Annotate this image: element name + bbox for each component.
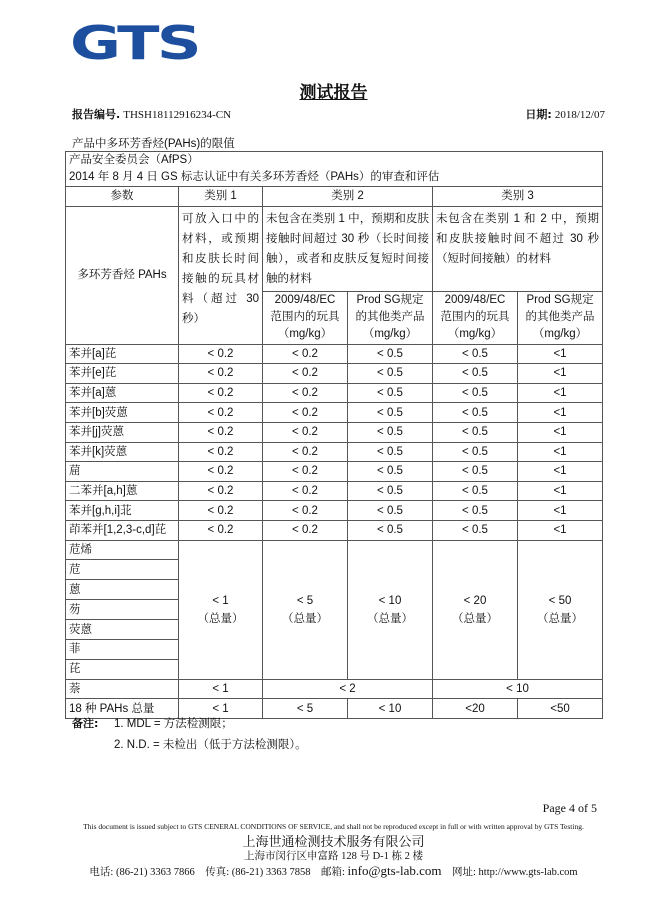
limit-value: < 1 [179, 679, 263, 699]
header-cat3: 类别 3 [433, 187, 603, 207]
footer-tel: 电话: (86-21) 3363 7866 [89, 867, 195, 878]
subheader-line: 的其他类产品 [355, 311, 425, 324]
limit-value: <1 [518, 481, 603, 501]
param-name: 多环芳香烃 PAHs [66, 206, 179, 344]
table-row [66, 403, 603, 423]
footer-web[interactable]: 网址: http://www.gts-lab.com [451, 867, 578, 878]
limit-value: < 0.5 [433, 442, 518, 462]
gts-logo: GTS [70, 16, 199, 70]
subheader-line: Prod SG规定 [526, 294, 594, 307]
notes [72, 713, 307, 756]
limit-value: < 0.2 [263, 422, 348, 442]
subheader-line: （mg/kg） [532, 328, 588, 341]
substance-name: 苯并[b]荧蒽 [66, 403, 179, 423]
limit-value: < 0.5 [348, 364, 433, 384]
footer-email[interactable]: info@gts-lab.com [347, 863, 442, 878]
limit-value: < 0.2 [263, 462, 348, 482]
substance-name: 苯并[a]蒽 [66, 383, 179, 403]
subheader-line: （mg/kg） [362, 328, 418, 341]
footer-contact [0, 863, 667, 879]
footer-fax: 传真: (86-21) 3363 7858 [205, 867, 311, 878]
limit-value: < 0.2 [263, 403, 348, 423]
cat3-description: 未包含在类别 1 和 2 中，预期和皮肤接触时间不超过 30 秒（短时间接触）的材料 [433, 206, 603, 291]
limit-value: < 0.2 [179, 481, 263, 501]
report-number [72, 106, 231, 122]
group-limit-note: （总量） [452, 612, 498, 625]
limit-value: < 0.2 [179, 344, 263, 364]
limit-value: < 0.5 [433, 462, 518, 482]
substance-name: 18 种 PAHs 总量 [66, 699, 179, 719]
limit-value: < 1 [179, 699, 263, 719]
limit-value: < 0.2 [179, 383, 263, 403]
limit-value: <1 [518, 501, 603, 521]
date-value: 2018/12/07 [554, 109, 605, 121]
limit-value: < 0.2 [263, 501, 348, 521]
report-number-label: 报告编号. [72, 108, 121, 121]
substance-name: 蒽 [66, 580, 179, 600]
footer-address: 上海市闵行区申富路 128 号 D-1 栋 2 楼 [243, 851, 424, 862]
group-limit-note: （总量） [282, 612, 328, 625]
report-date [525, 106, 605, 122]
note-item: 2. N.D. = 未检出（低于方法检测限）。 [114, 739, 307, 751]
table-row [66, 383, 603, 403]
limit-value: <50 [518, 699, 603, 719]
limit-value: < 0.5 [433, 403, 518, 423]
limit-value: < 0.5 [348, 422, 433, 442]
subheader-cell [263, 291, 348, 344]
limit-value: < 5 [263, 699, 348, 719]
limit-value: < 0.5 [433, 383, 518, 403]
limit-value: < 0.5 [433, 501, 518, 521]
table-title-cell [66, 152, 603, 187]
table-caption: 产品中多环芳香烃(PAHs)的限值 [72, 138, 235, 150]
limit-value: < 0.2 [179, 462, 263, 482]
subheader-line: 2009/48/EC [444, 294, 506, 307]
group-limit-note: （总量） [537, 612, 584, 625]
table-row [66, 481, 603, 501]
substance-name: 苯并[j]荧蒽 [66, 422, 179, 442]
limit-value: < 0.5 [433, 344, 518, 364]
group-limit-value [179, 540, 263, 679]
header-cat1: 类别 1 [179, 187, 263, 207]
table-row [66, 442, 603, 462]
group-limit: < 50 [548, 594, 572, 607]
limit-value: < 0.5 [348, 344, 433, 364]
limit-value: < 10 [433, 679, 603, 699]
substance-name: 芴 [66, 600, 179, 620]
limit-value: <1 [518, 403, 603, 423]
limit-value: < 0.5 [348, 501, 433, 521]
substance-name: 䓛 [66, 462, 179, 482]
limit-value: < 0.5 [433, 364, 518, 384]
limit-value: <20 [433, 699, 518, 719]
substance-name: 二苯并[a,h]蒽 [66, 481, 179, 501]
footer-email-label: 邮箱: [321, 867, 345, 878]
subheader-line: 范围内的玩具 [270, 311, 340, 324]
substance-name: 苊 [66, 560, 179, 580]
limit-value: < 0.2 [263, 442, 348, 462]
subheader-cell [518, 291, 603, 344]
limit-value: < 0.2 [179, 501, 263, 521]
subheader-line: 范围内的玩具 [440, 311, 510, 324]
limit-value: < 0.2 [263, 344, 348, 364]
limit-value: <1 [518, 462, 603, 482]
limit-value: < 0.2 [179, 442, 263, 462]
cat1-description: 可放入口中的材料，或预期和皮肤长时间接触的玩具材料（超过 30 秒） [179, 206, 263, 344]
table-row [66, 422, 603, 442]
note-item: 1. MDL = 方法检测限； [114, 718, 233, 730]
limit-value: < 10 [348, 699, 433, 719]
limit-value: < 0.2 [179, 520, 263, 540]
limit-value: <1 [518, 383, 603, 403]
substance-name: 苯并[a]芘 [66, 344, 179, 364]
limit-value: < 0.2 [263, 364, 348, 384]
substance-name: 苯并[e]芘 [66, 364, 179, 384]
table-row [66, 364, 603, 384]
group-limit-value [518, 540, 603, 679]
group-limit-note: （总量） [367, 612, 413, 625]
substance-name: 菲 [66, 639, 179, 659]
subheader-line: 的其他类产品 [525, 311, 595, 324]
limit-value: <1 [518, 422, 603, 442]
limit-value: < 0.5 [348, 403, 433, 423]
substance-name: 荧蒽 [66, 620, 179, 640]
footer-company: 上海世通检测技术服务有限公司 [242, 834, 425, 849]
subheader-line: 2009/48/EC [274, 294, 336, 307]
subheader-line: Prod SG规定 [356, 294, 424, 307]
org-name: 产品安全委员会（AfPS） [69, 154, 199, 166]
substance-name: 苯并[g,h,i]苝 [66, 501, 179, 521]
subheader-cell [348, 291, 433, 344]
limit-value: < 0.5 [348, 520, 433, 540]
limit-value: < 0.2 [263, 383, 348, 403]
group-limit-value [433, 540, 518, 679]
limit-value: <1 [518, 344, 603, 364]
table-subtitle: 2014 年 8 月 4 日 GS 标志认证中有关多环芳香烃（PAHs）的审查和评估 [69, 171, 440, 183]
group-limit-note: （总量） [197, 612, 244, 625]
subheader-cell [433, 291, 518, 344]
table-row [66, 501, 603, 521]
limit-value: < 0.2 [179, 364, 263, 384]
header-param: 参数 [66, 187, 179, 207]
footer-disclaimer: This document is issued subject to GTS CENERAL CONDITIONS OF SERVICE, and shall not be reproduced except in full or with written approval by GTS Testing. [83, 822, 584, 831]
limit-value: < 0.2 [179, 403, 263, 423]
pah-limits-table [65, 151, 603, 719]
limit-value: < 0.5 [348, 481, 433, 501]
limit-value: < 0.5 [433, 422, 518, 442]
substance-name: 苯并[k]荧蒽 [66, 442, 179, 462]
limit-value: < 0.5 [433, 481, 518, 501]
limit-value: <1 [518, 364, 603, 384]
limit-value: <1 [518, 442, 603, 462]
table-row [66, 344, 603, 364]
table-row [66, 679, 603, 699]
limit-value: < 2 [263, 679, 433, 699]
cat2-description: 未包含在类别 1 中，预期和皮肤接触时间超过 30 秒（长时间接触），或者和皮肤反复短时间接触的材料 [263, 206, 433, 291]
limit-value: < 0.5 [348, 462, 433, 482]
substance-name: 萘 [66, 679, 179, 699]
group-limit-value [348, 540, 433, 679]
limit-value: < 0.2 [263, 520, 348, 540]
subheader-line: （mg/kg） [447, 328, 503, 341]
substance-name: 芘 [66, 659, 179, 679]
table-row [66, 520, 603, 540]
group-limit-value [263, 540, 348, 679]
group-limit: < 10 [378, 594, 402, 607]
limit-value: < 0.5 [433, 520, 518, 540]
notes-label: 备注: [72, 717, 99, 730]
page-number: Page 4 of 5 [542, 801, 597, 815]
limit-value: < 0.2 [263, 481, 348, 501]
substance-name: 茚苯并[1,2,3-c,d]芘 [66, 520, 179, 540]
page-title: 测试报告 [299, 83, 368, 103]
group-limit: < 5 [296, 594, 314, 607]
substance-name: 苊烯 [66, 540, 179, 560]
header-cat2: 类别 2 [263, 187, 433, 207]
group-limit: < 1 [212, 594, 229, 607]
table-row [66, 540, 603, 560]
table-row [66, 462, 603, 482]
limit-value: < 0.5 [348, 442, 433, 462]
date-label: 日期: [525, 108, 552, 121]
limit-value: <1 [518, 520, 603, 540]
report-number-value: THSH18112916234-CN [123, 109, 232, 121]
subheader-line: （mg/kg） [277, 328, 333, 341]
limit-value: < 0.2 [179, 422, 263, 442]
group-limit: < 20 [463, 594, 487, 607]
limit-value: < 0.5 [348, 383, 433, 403]
